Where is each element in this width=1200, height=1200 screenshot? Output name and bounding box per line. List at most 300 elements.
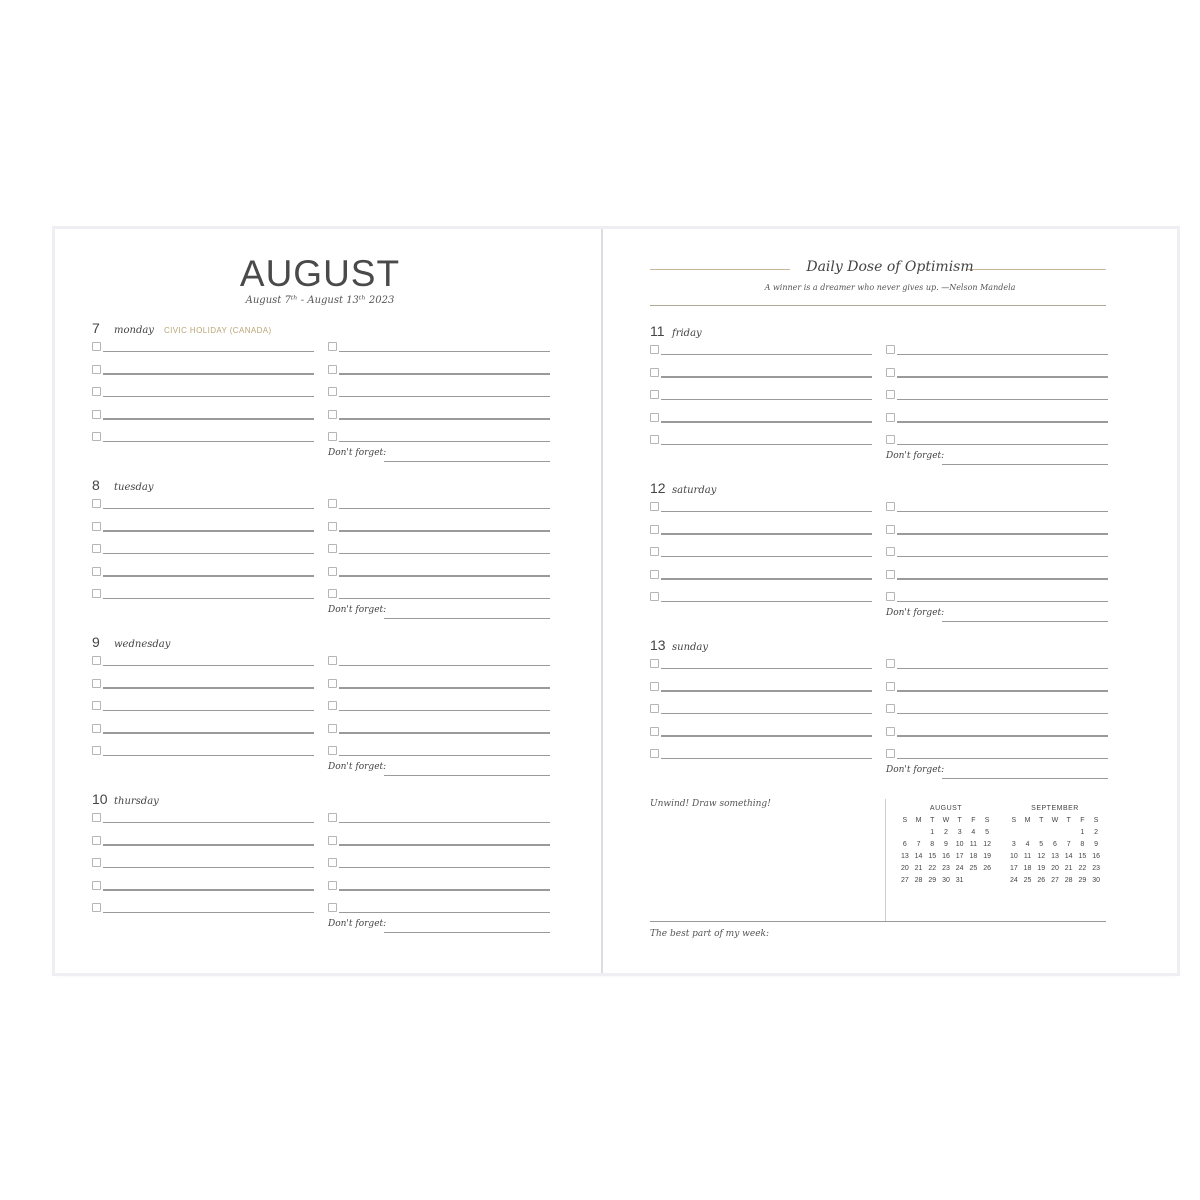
- day-block: [650, 323, 1110, 463]
- checkbox[interactable]: [328, 746, 337, 755]
- checkbox[interactable]: [92, 387, 101, 396]
- checkbox[interactable]: [650, 659, 659, 668]
- checkbox[interactable]: [92, 813, 101, 822]
- checkbox[interactable]: [92, 342, 101, 351]
- task-item[interactable]: [650, 388, 872, 400]
- day-name: sunday: [672, 642, 709, 653]
- calendar-date: 13: [1051, 852, 1059, 860]
- task-line[interactable]: [339, 441, 550, 443]
- left-page: [55, 229, 601, 973]
- checkbox[interactable]: [92, 656, 101, 665]
- calendar-date: 30: [942, 876, 950, 884]
- task-item[interactable]: [328, 834, 550, 846]
- checkbox[interactable]: [886, 704, 895, 713]
- calendar-date: [912, 826, 926, 838]
- task-line[interactable]: [103, 373, 314, 375]
- checkbox[interactable]: [650, 390, 659, 399]
- dont-forget-label: Don't forget:: [886, 765, 945, 775]
- checkbox[interactable]: [328, 365, 337, 374]
- checkbox[interactable]: [328, 342, 337, 351]
- task-item[interactable]: [92, 497, 314, 509]
- task-item[interactable]: [92, 677, 314, 689]
- dont-forget-label: Don't forget:: [328, 919, 387, 929]
- day-block: [92, 477, 552, 617]
- dont-forget-line[interactable]: [942, 464, 1108, 466]
- checkbox[interactable]: [328, 813, 337, 822]
- day-block: [650, 480, 1110, 620]
- checkbox[interactable]: [886, 547, 895, 556]
- checkbox[interactable]: [92, 410, 101, 419]
- task-item[interactable]: [92, 408, 314, 420]
- task-line[interactable]: [339, 732, 550, 734]
- checkbox[interactable]: [886, 345, 895, 354]
- dont-forget-field[interactable]: [328, 762, 550, 776]
- task-item[interactable]: [328, 744, 550, 756]
- day-block: [92, 791, 552, 931]
- task-line[interactable]: [103, 508, 314, 510]
- calendar-date: [1034, 826, 1048, 838]
- task-line[interactable]: [897, 601, 1108, 603]
- task-item[interactable]: [328, 408, 550, 420]
- checkbox[interactable]: [328, 679, 337, 688]
- task-line[interactable]: [661, 354, 872, 356]
- task-line[interactable]: [661, 690, 872, 692]
- calendar-date: 16: [942, 852, 950, 860]
- task-line[interactable]: [897, 556, 1108, 558]
- checkbox[interactable]: [328, 881, 337, 890]
- checkbox[interactable]: [650, 413, 659, 422]
- task-line[interactable]: [339, 867, 550, 869]
- checkbox[interactable]: [92, 746, 101, 755]
- dont-forget-field[interactable]: [328, 919, 550, 933]
- checkbox[interactable]: [328, 903, 337, 912]
- task-item[interactable]: [886, 411, 1108, 423]
- task-line[interactable]: [339, 553, 550, 555]
- task-line[interactable]: [661, 735, 872, 737]
- task-line[interactable]: [897, 668, 1108, 670]
- day-header: [92, 320, 272, 336]
- task-line[interactable]: [103, 889, 314, 891]
- weekday-header: T: [957, 816, 962, 824]
- task-line[interactable]: [339, 351, 550, 353]
- calendar-date: [1007, 826, 1021, 838]
- calendar-date: 11: [1023, 852, 1032, 860]
- checkbox[interactable]: [650, 704, 659, 713]
- task-line[interactable]: [103, 418, 314, 420]
- task-line[interactable]: [897, 735, 1108, 737]
- calendar-date: 1: [1080, 828, 1085, 836]
- task-line[interactable]: [661, 713, 872, 715]
- checkbox[interactable]: [886, 659, 895, 668]
- task-line[interactable]: [103, 553, 314, 555]
- task-item[interactable]: [650, 433, 872, 445]
- task-line[interactable]: [339, 575, 550, 577]
- task-item[interactable]: [650, 680, 872, 692]
- checkbox[interactable]: [328, 836, 337, 845]
- task-item[interactable]: [328, 901, 550, 913]
- calendar-date: 7: [1066, 840, 1071, 848]
- task-line[interactable]: [897, 511, 1108, 513]
- mini-calendar-september: [1007, 805, 1103, 886]
- task-item[interactable]: [886, 545, 1108, 557]
- checkbox[interactable]: [886, 390, 895, 399]
- task-line[interactable]: [897, 758, 1108, 760]
- mini-calendar-august: [898, 805, 994, 886]
- task-item[interactable]: [886, 680, 1108, 692]
- task-line[interactable]: [103, 755, 314, 757]
- task-item[interactable]: [650, 568, 872, 580]
- calendar-date: 5: [1039, 840, 1044, 848]
- checkbox[interactable]: [650, 547, 659, 556]
- task-item[interactable]: [328, 722, 550, 734]
- task-item[interactable]: [328, 811, 550, 823]
- task-line[interactable]: [103, 665, 314, 667]
- dont-forget-field[interactable]: [328, 448, 550, 462]
- checkbox[interactable]: [92, 836, 101, 845]
- checkbox[interactable]: [328, 499, 337, 508]
- checkbox[interactable]: [650, 727, 659, 736]
- checkbox[interactable]: [328, 432, 337, 441]
- checkbox[interactable]: [92, 432, 101, 441]
- calendar-date: 15: [1078, 852, 1087, 860]
- dont-forget-field[interactable]: [886, 608, 1108, 622]
- task-item[interactable]: [328, 856, 550, 868]
- checkbox[interactable]: [328, 387, 337, 396]
- checkbox[interactable]: [92, 499, 101, 508]
- calendar-date: [1048, 826, 1062, 838]
- day-name: tuesday: [114, 482, 154, 493]
- checkbox[interactable]: [92, 589, 101, 598]
- task-line[interactable]: [661, 421, 872, 423]
- task-item[interactable]: [886, 388, 1108, 400]
- task-item[interactable]: [92, 901, 314, 913]
- weekday-header: T: [1039, 816, 1044, 824]
- task-line[interactable]: [339, 889, 550, 891]
- task-line[interactable]: [661, 533, 872, 535]
- task-item[interactable]: [92, 363, 314, 375]
- task-item[interactable]: [328, 542, 550, 554]
- task-line[interactable]: [661, 556, 872, 558]
- task-line[interactable]: [661, 399, 872, 401]
- task-line[interactable]: [897, 713, 1108, 715]
- task-item[interactable]: [328, 340, 550, 352]
- task-item[interactable]: [886, 725, 1108, 737]
- task-line[interactable]: [339, 418, 550, 420]
- checkbox[interactable]: [92, 858, 101, 867]
- task-line[interactable]: [103, 575, 314, 577]
- task-line[interactable]: [897, 354, 1108, 356]
- day-block: [650, 637, 1110, 777]
- checkbox[interactable]: [886, 727, 895, 736]
- task-item[interactable]: [328, 363, 550, 375]
- checkbox[interactable]: [92, 881, 101, 890]
- calendar-date: 2: [1094, 828, 1099, 836]
- task-item[interactable]: [650, 725, 872, 737]
- task-item[interactable]: [92, 744, 314, 756]
- dont-forget-label: Don't forget:: [886, 451, 945, 461]
- task-item[interactable]: [92, 565, 314, 577]
- calendar-date: 14: [1064, 852, 1073, 860]
- task-item[interactable]: [886, 657, 1108, 669]
- checkbox[interactable]: [92, 544, 101, 553]
- task-line[interactable]: [339, 687, 550, 689]
- calendar-date: 1: [930, 828, 935, 836]
- task-item[interactable]: [328, 699, 550, 711]
- task-line[interactable]: [897, 690, 1108, 692]
- checkbox[interactable]: [886, 682, 895, 691]
- right-page: [603, 229, 1177, 973]
- checkbox[interactable]: [92, 522, 101, 531]
- task-line[interactable]: [339, 755, 550, 757]
- checkbox[interactable]: [328, 522, 337, 531]
- dont-forget-line[interactable]: [384, 461, 550, 463]
- task-item[interactable]: [328, 385, 550, 397]
- day-number: 8: [92, 477, 100, 493]
- task-item[interactable]: [650, 590, 872, 602]
- task-item[interactable]: [92, 520, 314, 532]
- task-line[interactable]: [103, 441, 314, 443]
- checkbox[interactable]: [886, 749, 895, 758]
- task-line[interactable]: [103, 732, 314, 734]
- checkbox[interactable]: [886, 502, 895, 511]
- task-line[interactable]: [103, 867, 314, 869]
- checkbox[interactable]: [92, 567, 101, 576]
- task-item[interactable]: [92, 856, 314, 868]
- dont-forget-field[interactable]: [886, 765, 1108, 779]
- dont-forget-field[interactable]: [328, 605, 550, 619]
- day-name: friday: [672, 328, 702, 339]
- dont-forget-line[interactable]: [384, 775, 550, 777]
- calendar-date: 24: [1009, 876, 1018, 884]
- task-line[interactable]: [339, 508, 550, 510]
- task-line[interactable]: [897, 444, 1108, 446]
- best-part-label: The best part of my week:: [650, 929, 770, 939]
- checkbox[interactable]: [650, 682, 659, 691]
- daily-dose-title: Daily Dose of Optimism: [806, 259, 974, 275]
- checkbox[interactable]: [328, 410, 337, 419]
- calendar-date: 20: [1051, 864, 1059, 872]
- planner-spread: [55, 229, 1177, 973]
- task-item[interactable]: [650, 545, 872, 557]
- task-item[interactable]: [328, 587, 550, 599]
- task-line[interactable]: [103, 530, 314, 532]
- task-line[interactable]: [897, 421, 1108, 423]
- day-number: 7: [92, 320, 100, 336]
- weekday-header: F: [971, 816, 976, 824]
- day-name: monday: [114, 325, 154, 336]
- task-line[interactable]: [339, 396, 550, 398]
- task-line[interactable]: [339, 912, 550, 914]
- task-item[interactable]: [650, 411, 872, 423]
- task-line[interactable]: [897, 578, 1108, 580]
- checkbox[interactable]: [886, 368, 895, 377]
- calendar-date: 30: [1092, 876, 1100, 884]
- checkbox[interactable]: [92, 365, 101, 374]
- task-line[interactable]: [339, 373, 550, 375]
- task-item[interactable]: [328, 677, 550, 689]
- dont-forget-line[interactable]: [942, 621, 1108, 623]
- task-line[interactable]: [103, 687, 314, 689]
- holiday-label: CIVIC HOLIDAY (CANADA): [163, 326, 272, 335]
- calendar-date: 28: [914, 876, 923, 884]
- task-item[interactable]: [328, 520, 550, 532]
- checkbox[interactable]: [650, 345, 659, 354]
- calendar-date: 2: [944, 828, 948, 836]
- quote-divider: [650, 305, 1106, 306]
- checkbox[interactable]: [650, 502, 659, 511]
- task-item[interactable]: [328, 879, 550, 891]
- day-block: [92, 634, 552, 774]
- task-item[interactable]: [92, 879, 314, 891]
- checkbox[interactable]: [886, 413, 895, 422]
- task-item[interactable]: [886, 500, 1108, 512]
- task-item[interactable]: [92, 542, 314, 554]
- checkbox[interactable]: [328, 724, 337, 733]
- calendar-date: 15: [928, 852, 937, 860]
- task-line[interactable]: [661, 578, 872, 580]
- task-item[interactable]: [92, 385, 314, 397]
- calendar-date: 21: [914, 864, 923, 872]
- calendar-date: 21: [1064, 864, 1073, 872]
- task-item[interactable]: [92, 587, 314, 599]
- weekday-header: S: [902, 816, 908, 824]
- task-line[interactable]: [897, 533, 1108, 535]
- task-line[interactable]: [661, 511, 872, 513]
- task-line[interactable]: [661, 376, 872, 378]
- dont-forget-line[interactable]: [942, 778, 1108, 780]
- calendar-date: 25: [1023, 876, 1032, 884]
- checkbox[interactable]: [92, 724, 101, 733]
- task-line[interactable]: [339, 710, 550, 712]
- checkbox[interactable]: [650, 570, 659, 579]
- day-block: [92, 320, 552, 460]
- task-line[interactable]: [103, 351, 314, 353]
- task-item[interactable]: [92, 722, 314, 734]
- task-item[interactable]: [328, 497, 550, 509]
- checkbox[interactable]: [886, 592, 895, 601]
- task-item[interactable]: [92, 340, 314, 352]
- task-line[interactable]: [103, 912, 314, 914]
- checkbox[interactable]: [650, 525, 659, 534]
- task-item[interactable]: [650, 366, 872, 378]
- task-item[interactable]: [92, 430, 314, 442]
- task-line[interactable]: [661, 444, 872, 446]
- calendar-date: 11: [969, 840, 977, 848]
- task-item[interactable]: [650, 343, 872, 355]
- task-item[interactable]: [886, 590, 1108, 602]
- calendar-date: 3: [1011, 840, 1016, 848]
- task-line[interactable]: [339, 844, 550, 846]
- task-line[interactable]: [897, 376, 1108, 378]
- checkbox[interactable]: [328, 589, 337, 598]
- dont-forget-line[interactable]: [384, 932, 550, 934]
- calendar-date: 12: [1037, 852, 1046, 860]
- calendar-date: 18: [969, 852, 978, 860]
- checkbox[interactable]: [650, 592, 659, 601]
- task-line[interactable]: [339, 598, 550, 600]
- checkbox[interactable]: [328, 567, 337, 576]
- task-item[interactable]: [328, 654, 550, 666]
- checkbox[interactable]: [328, 858, 337, 867]
- checkbox[interactable]: [92, 903, 101, 912]
- calendar-date: 6: [902, 840, 907, 848]
- task-line[interactable]: [661, 758, 872, 760]
- checkbox[interactable]: [92, 701, 101, 710]
- task-line[interactable]: [103, 710, 314, 712]
- calendar-date: 25: [969, 864, 978, 872]
- calendar-date: [980, 874, 994, 886]
- checkbox[interactable]: [886, 570, 895, 579]
- task-item[interactable]: [92, 834, 314, 846]
- task-item[interactable]: [886, 747, 1108, 759]
- task-item[interactable]: [328, 430, 550, 442]
- checkbox[interactable]: [886, 435, 895, 444]
- day-number: 11: [650, 323, 665, 339]
- task-line[interactable]: [661, 601, 872, 603]
- task-line[interactable]: [103, 396, 314, 398]
- task-line[interactable]: [103, 822, 314, 824]
- day-name: wednesday: [114, 639, 171, 650]
- calendar-date: 12: [983, 840, 991, 848]
- task-line[interactable]: [103, 598, 314, 600]
- calendar-date: 8: [930, 840, 935, 848]
- day-number: 13: [650, 637, 666, 653]
- task-item[interactable]: [650, 702, 872, 714]
- task-item[interactable]: [886, 366, 1108, 378]
- task-line[interactable]: [339, 822, 550, 824]
- checkbox[interactable]: [328, 656, 337, 665]
- task-item[interactable]: [886, 523, 1108, 535]
- day-number: 12: [650, 480, 666, 496]
- task-line[interactable]: [103, 844, 314, 846]
- dont-forget-line[interactable]: [384, 618, 550, 620]
- checkbox[interactable]: [328, 701, 337, 710]
- weekday-header: W: [942, 816, 950, 824]
- task-item[interactable]: [886, 702, 1108, 714]
- day-name: thursday: [114, 796, 159, 807]
- checkbox[interactable]: [650, 749, 659, 758]
- calendar-date: 20: [900, 864, 909, 872]
- dont-forget-field[interactable]: [886, 451, 1108, 465]
- task-item[interactable]: [650, 523, 872, 535]
- calendar-date: 14: [914, 852, 923, 860]
- weekday-header: M: [915, 816, 922, 824]
- task-item[interactable]: [886, 568, 1108, 580]
- task-item[interactable]: [886, 343, 1108, 355]
- dont-forget-label: Don't forget:: [886, 608, 945, 618]
- checkbox[interactable]: [650, 368, 659, 377]
- task-item[interactable]: [92, 811, 314, 823]
- task-line[interactable]: [897, 399, 1108, 401]
- checkbox[interactable]: [650, 435, 659, 444]
- checkbox[interactable]: [886, 525, 895, 534]
- mini-calendar-title: SEPTEMBER: [1031, 805, 1079, 812]
- task-item[interactable]: [650, 500, 872, 512]
- task-item[interactable]: [650, 747, 872, 759]
- calendar-date: 19: [1037, 864, 1046, 872]
- task-item[interactable]: [92, 654, 314, 666]
- task-item[interactable]: [92, 699, 314, 711]
- task-item[interactable]: [650, 657, 872, 669]
- month-title: AUGUST: [239, 253, 401, 294]
- task-item[interactable]: [328, 565, 550, 577]
- checkbox[interactable]: [92, 679, 101, 688]
- task-line[interactable]: [339, 530, 550, 532]
- task-line[interactable]: [661, 668, 872, 670]
- task-item[interactable]: [886, 433, 1108, 445]
- checkbox[interactable]: [328, 544, 337, 553]
- task-line[interactable]: [339, 665, 550, 667]
